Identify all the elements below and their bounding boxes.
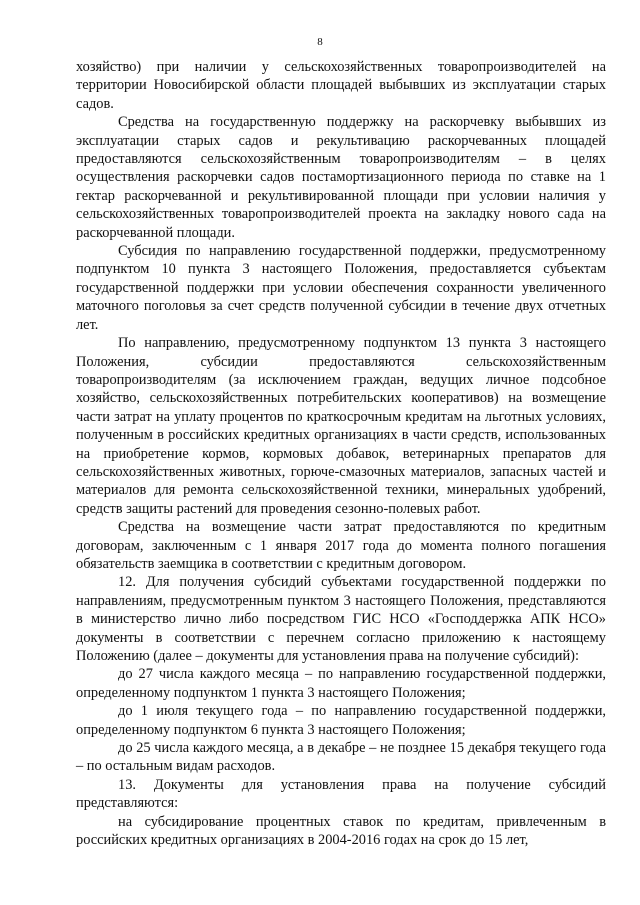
paragraph-section-12: 12. Для получения субсидий субъектами государственной поддержки по направлениям, предусмотренным пунктом 3 настоящего Положения, представляются в министерство лично либо посредством ГИС НСО «Господдержка АПК НСО» документы в соответствии с перечнем согласно приложению к настоящему Положению (далее – документы для установления права на получение субсидий): bbox=[76, 574, 606, 664]
document-body bbox=[76, 58, 606, 849]
paragraph-interest-rates: на субсидирование процентных ставок по кредитам, привлеченным в российских кредитных организациях в 2004-2016 годах на срок до 15 лет, bbox=[76, 813, 606, 849]
paragraph-deadline-27: до 27 числа каждого месяца – по направлению государственной поддержки, определенному подпунктом 1 пункта 3 настоящего Положения; bbox=[76, 666, 606, 701]
paragraph-continuation: хозяйство) при наличии у сельскохозяйственных товаропроизводителей на территории Новосибирской области площадей выбывших из эксплуатации старых садов. bbox=[76, 59, 606, 112]
paragraph-subsidy-livestock: Субсидия по направлению государственной поддержки, предусмотренному подпунктом 10 пункта 3 настоящего Положения, предоставляется субъектам государственной поддержки при условии обеспечения сохранности увеличенного маточного поголовья за счет средств полученной субсидии в течение двух отчетных лет. bbox=[76, 243, 606, 333]
paragraph-credit-agreements: Средства на возмещение части затрат предоставляются по кредитным договорам, заключенным с 1 января 2017 года до момента полного погашения обязательств заемщика в соответствии с кредитным договором. bbox=[76, 519, 606, 572]
paragraph-subsidy-interest: По направлению, предусмотренному подпунктом 13 пункта 3 настоящего Положения, субсидии предоставляются сельскохозяйственным товаропроизводителям (за исключением граждан, ведущих личное подсобное хозяйство, сельскохозяйственных потребительских кооперативов) на возмещение части затрат на уплату процентов по краткосрочным кредитам на льготных условиях, полученным в российских кредитных организациях в части средств, использованных на приобретение кормов, кормовых добавок, ветеринарных препаратов для сельскохозяйственных животных, горюче-смазочных материалов, запасных частей и материалов для ремонта сельскохозяйственной техники, минеральных удобрений, средств защиты растений для проведения сезонно-полевых работ. bbox=[76, 335, 606, 517]
page-number: 8 bbox=[317, 36, 323, 48]
paragraph-deadline-july: до 1 июля текущего года – по направлению государственной поддержки, определенному подпунктом 6 пункта 3 настоящего Положения; bbox=[76, 703, 606, 738]
paragraph-orchard-uprooting: Средства на государственную поддержку на раскорчевку выбывших из эксплуатации старых садов и рекультивацию раскорчеванных площадей предоставляются сельскохозяйственным товаропроизводителям – в целях осуществления раскорчевки садов постамортизационного периода по ставке на 1 гектар раскорчеванной и рекультивированной площади при условии наличия у сельскохозяйственных товаропроизводителей проекта на закладку нового сада на раскорчеванной площади. bbox=[76, 114, 606, 241]
paragraph-section-13: 13. Документы для установления права на получение субсидий представляются: bbox=[76, 776, 606, 812]
paragraph-deadline-25: до 25 числа каждого месяца, а в декабре – не позднее 15 декабря текущего года – по остальным видам расходов. bbox=[76, 740, 606, 775]
